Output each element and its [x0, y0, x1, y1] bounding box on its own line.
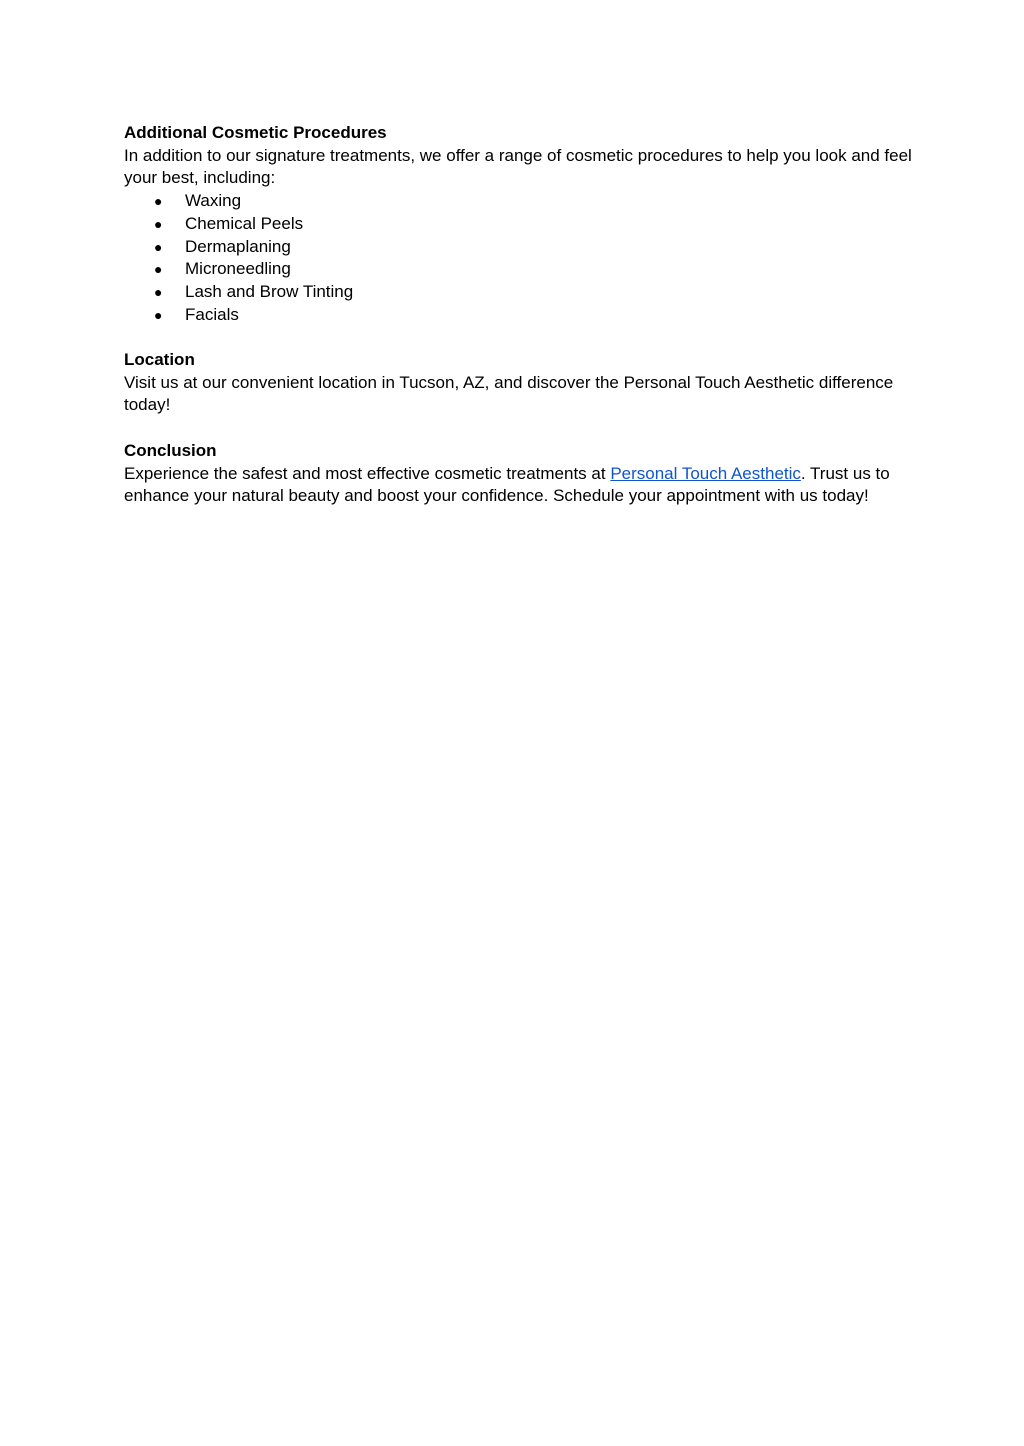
bullet-icon: ●	[154, 306, 163, 323]
bullet-icon: ●	[154, 215, 163, 232]
list-item	[124, 190, 914, 213]
list-item	[124, 258, 914, 281]
section-heading-location: Location	[124, 350, 195, 370]
list-item	[124, 236, 914, 259]
procedures-intro: In addition to our signature treatments, we offer a range of cosmetic procedures to help you look and feel your best, including:	[124, 145, 912, 188]
list-item	[124, 304, 914, 327]
paragraph-spacer	[124, 326, 914, 349]
list-item-label: Lash and Brow Tinting	[185, 281, 354, 301]
list-item	[124, 213, 914, 236]
conclusion-text-before: Experience the safest and most effective cosmetic treatments at	[124, 463, 611, 483]
document-page	[124, 122, 914, 508]
business-link[interactable]: Personal Touch Aesthetic	[610, 463, 801, 483]
section-heading-procedures: Additional Cosmetic Procedures	[124, 123, 387, 142]
conclusion-body	[124, 463, 914, 508]
bullet-icon: ●	[154, 261, 163, 278]
bullet-icon: ●	[154, 238, 163, 255]
conclusion-text-after: . Trust us to enhance your natural beauty and boost your confidence. Schedule your appointment with us today!	[124, 463, 890, 506]
list-item-label: Dermaplaning	[185, 236, 291, 256]
paragraph-spacer	[124, 417, 914, 440]
procedures-list	[124, 190, 914, 326]
list-item-label: Waxing	[185, 191, 242, 211]
list-item-label: Microneedling	[185, 259, 291, 279]
list-item-label: Facials	[185, 304, 239, 324]
list-item	[124, 281, 914, 304]
list-item-label: Chemical Peels	[185, 213, 304, 233]
bullet-icon: ●	[154, 283, 163, 300]
bullet-icon: ●	[154, 193, 163, 210]
location-body: Visit us at our convenient location in Tucson, AZ, and discover the Personal Touch Aesthetic difference today!	[124, 372, 894, 415]
section-heading-conclusion: Conclusion	[124, 440, 217, 460]
